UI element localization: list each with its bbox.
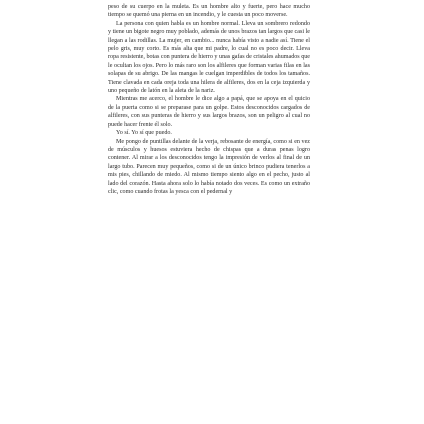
paragraph-3: Mientras me acerco, el hombre le dice algo a papá, que se apoya en el quicio de la puerta como si se preparase para un golpe. Estos desconocidos cargados de alfileres, con sus punteras de hierro y sus largos brazos, son un peligro al cual no puede hacer frente él solo. [108, 96, 310, 128]
paragraph-2: La persona con quien habla es un hombre normal. Lleva un sombrero redondo y tiene un bigote negro muy poblado, además de unos brazos tan largos que casi le llegan a las rodillas. La mujer, en cambio... nunca había visto a nadie así. Tiene el pelo gris, muy corto. Es más alta que mi padre, lo cual no es poco decir. Lleva ropa resistente, botas con puntera de hierro y unas gafas de cristales ahumados que le ocultan los ojos. Pero lo más raro son los alfileres que forman varias filas en las solapas de su abrigo. De las mangas le cuelgan imperdibles de todos los tamaños. Tiene clavada en cada oreja toda una hilera de alfileres, dos en la ceja izquierda y uno pequeño de latón en la aleta de la nariz. [108, 20, 310, 95]
text-column [108, 3, 310, 196]
paragraph-1: peso de su cuerpo en la muleta. Es un hombre alto y fuerte, pero hace mucho tiempo se quemó una pierna en un incendio, y le cuesta un poco moverse. [108, 4, 310, 19]
paragraph-5: Me pongo de puntillas delante de la verja, rebosante de energía, como si en vez de músculos y huesos estuviera hecho de chispas que a duras penas logro contener. Al mirar a los desconocidos tengo la impresión de verlos al final de un largo tubo. Parecen muy pequeños, como si de un único brinco pudiera tenerlos a mis pies, chillando de miedo. Al mismo tiempo siento algo en el pecho, justo al lado del corazón. Hasta ahora solo lo había notado dos veces. Es como un extraño clic, como cuando frotas la yesca con el pedernal y [108, 138, 310, 195]
paragraph-4: Yo sí. Yo sí que puedo. [116, 130, 172, 137]
